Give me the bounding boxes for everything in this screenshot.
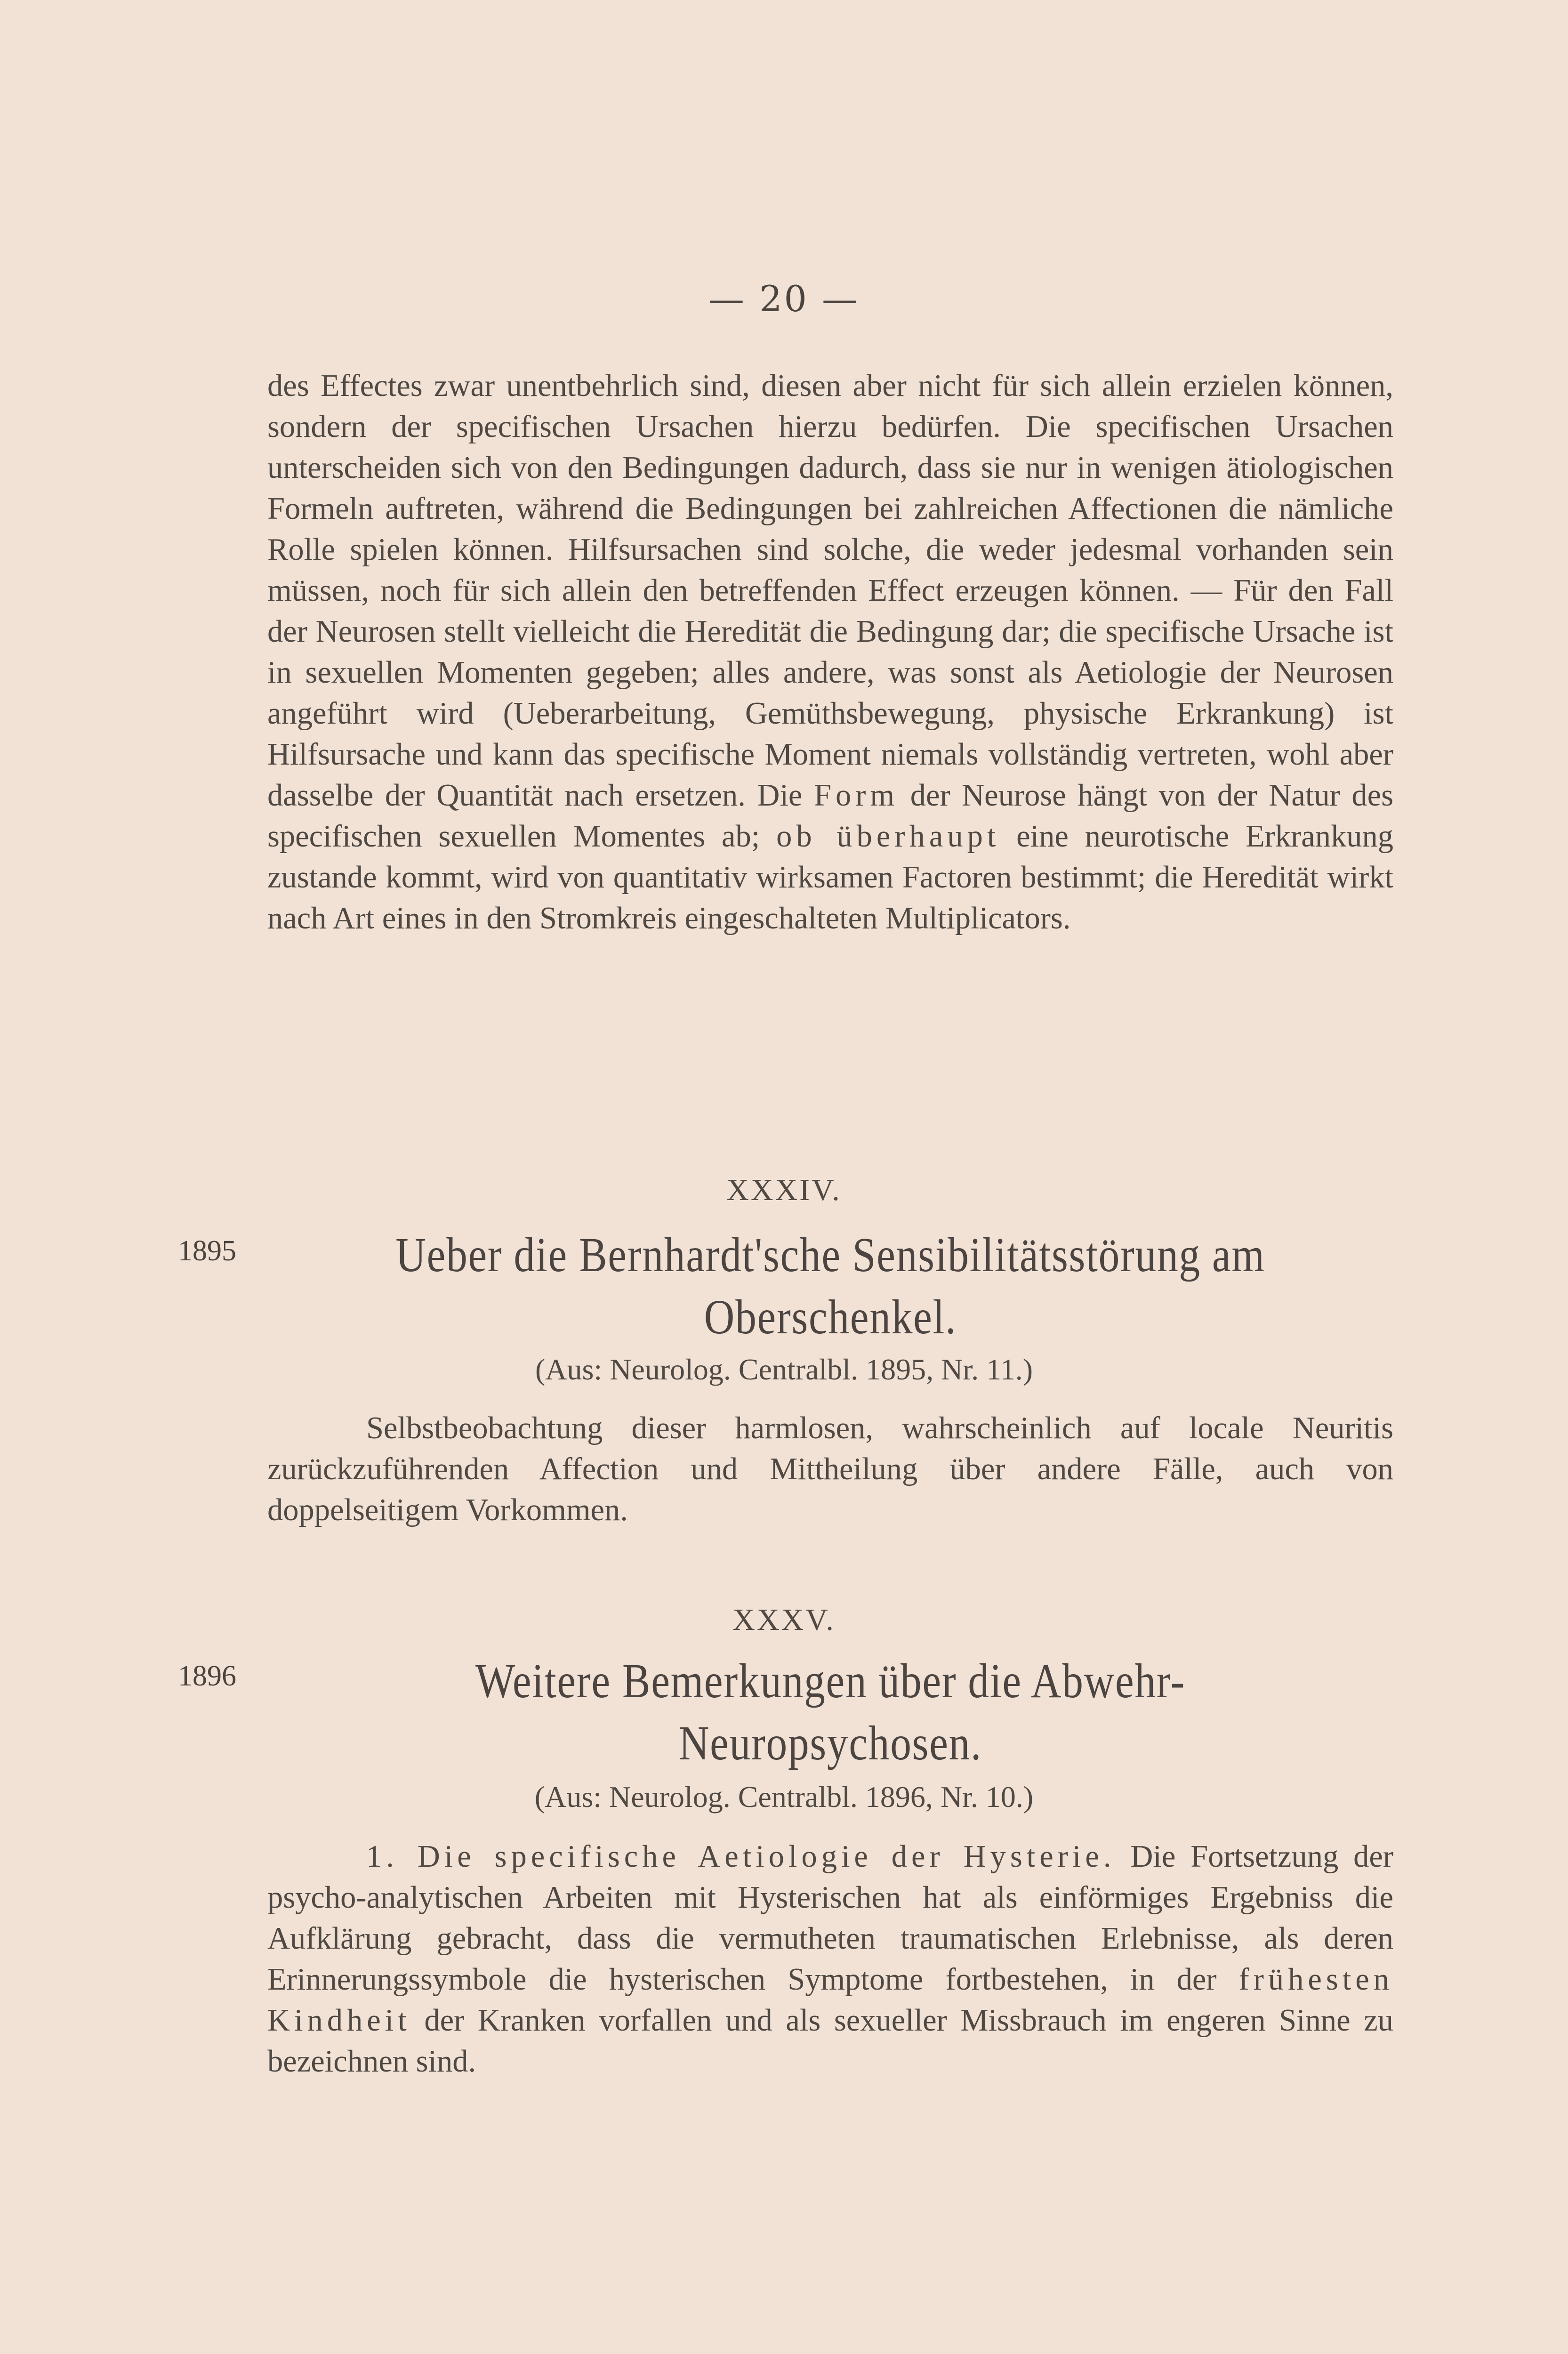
- abstract-text: Die Fortsetzung der psycho-analytischen Arbeiten mit Hysterischen hat als einförmiges Ergebniss die Aufklärung gebracht, dass die vermutheten traumatischen Erlebnisse, als deren Erinnerungssymbole die hysterischen Symptome fortbestehen, in der: [267, 1839, 1394, 1997]
- intro-paragraph: [267, 365, 1393, 939]
- section-abstract: [267, 1408, 1393, 1531]
- section-title: Weitere Bemerkungen über die Abwehr-Neuropsychosen.: [475, 1654, 1186, 1770]
- section-source: (Aus: Neurolog. Centralbl. 1895, Nr. 11.): [535, 1353, 1033, 1386]
- intro-text-mid: der Neurose hängt von der Natur des specifischen sexuellen Momentes ab;: [267, 778, 1394, 854]
- emphasis-ueberhaupt: ob überhaupt: [776, 819, 1000, 854]
- emphasis-form: Form: [814, 778, 899, 813]
- section-number: XXXV.: [732, 1603, 836, 1637]
- abstract-text: Selbstbeobachtung dieser harmlosen, wahrscheinlich auf locale Neuritis zurückzuführenden Affection und Mittheilung über andere Fälle, auch von doppelseitigem Vorkommen.: [267, 1411, 1393, 1527]
- section-abstract: [267, 1836, 1393, 2082]
- page-number: — 20 —: [708, 278, 860, 320]
- margin-year: 1895: [178, 1235, 236, 1267]
- emphasis-fruehesten: frühesten Kindheit: [267, 1962, 1393, 2038]
- section-number: XXXIV.: [726, 1173, 842, 1207]
- margin-year: 1896: [178, 1660, 236, 1692]
- section-source: (Aus: Neurolog. Centralbl. 1896, Nr. 10.): [534, 1780, 1034, 1814]
- section-title: Ueber die Bernhardt'sche Sensibilitätsstörung am Oberschenkel.: [395, 1228, 1265, 1344]
- abstract-text-end: der Kranken vorfallen und als sexueller Missbrauch im engeren Sinne zu bezeichnen sind.: [267, 2003, 1393, 2079]
- intro-text-end: eine neurotische Erkrankung zustande kommt, wird von quantitativ wirksamen Factoren bestimmt; die Heredität wirkt nach Art eines in den Stromkreis eingeschalteten Multiplicators.: [267, 819, 1394, 935]
- intro-text: des Effectes zwar unentbehrlich sind, diesen aber nicht für sich allein erzielen können, sondern der specifischen Ursachen hierzu bedürfen. Die specifischen Ursachen unterscheiden sich von den Bedingungen dadurch, dass sie nur in wenigen ätiologischen Formeln auftreten, während die Bedingungen bei zahlreichen Affectionen die nämliche Rolle spielen können. Hilfsursachen sind solche, die weder jedesmal vorhanden sein müssen, noch für sich allein den betreffenden Effect erzeugen können. — Für den Fall der Neurosen stellt vielleicht die Heredität die Bedingung dar; die specifische Ursache ist in sexuellen Momenten gegeben; alles andere, was sonst als Aetiologie der Neurosen angeführt wird (Ueberarbeitung, Gemüthsbewegung, physische Erkrankung) ist Hilfsursache und kann das specifische Moment niemals vollständig vertreten, wohl aber dasselbe der Quantität nach ersetzen. Die: [267, 369, 1393, 813]
- subheading: 1. Die specifische Aetiologie der Hysterie.: [366, 1839, 1116, 1874]
